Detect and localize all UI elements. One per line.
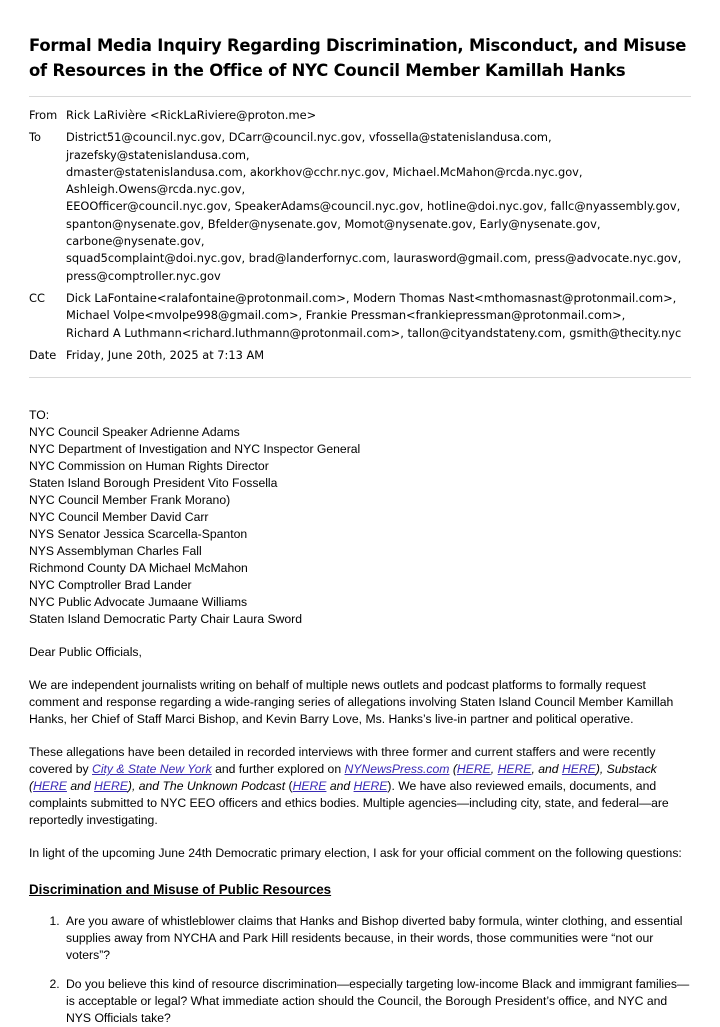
podcast-name: The Unknown Podcast bbox=[162, 779, 286, 794]
recipient-line: Richmond County DA Michael McMahon bbox=[29, 561, 248, 576]
cc-row bbox=[29, 290, 691, 342]
recipient-line: NYC Council Member Frank Morano) bbox=[29, 493, 231, 508]
cc-line[interactable]: Dick LaFontaine<ralafontaine@protonmail.com>, Modern Thomas Nast<mthomasnast@protonmail.com>, bbox=[66, 290, 677, 305]
recipient-line: NYS Assemblyman Charles Fall bbox=[29, 544, 202, 559]
recipient-line: NYC Comptroller Brad Lander bbox=[29, 578, 192, 593]
recipient-line: NYS Senator Jessica Scarcella-Spanton bbox=[29, 527, 248, 542]
city-state-link[interactable]: City & State New York bbox=[92, 762, 212, 777]
email-body bbox=[29, 407, 691, 1027]
text: ( bbox=[285, 779, 293, 794]
text: and further explored on bbox=[211, 762, 345, 777]
text: , bbox=[490, 762, 498, 777]
here-link[interactable]: HERE bbox=[353, 779, 388, 794]
here-link[interactable]: HERE bbox=[456, 762, 491, 777]
to-line[interactable]: EEOOfficer@council.nyc.gov, SpeakerAdams@council.nyc.gov, hotline@doi.nyc.gov, fallc@nyassembly.gov, bbox=[66, 199, 681, 214]
recipient-line: TO: bbox=[29, 408, 50, 423]
to-line[interactable]: press@comptroller.nyc.gov bbox=[66, 268, 221, 283]
question-item: 2. Do you believe this kind of resource discrimination—especially targeting low-income Black and immigrant families—is acceptable or legal? What immediate action should the Council, the Borough President’s office, and NYC and NYS Officials take? bbox=[63, 976, 691, 1027]
cc-value[interactable] bbox=[66, 290, 691, 342]
here-link[interactable]: HERE bbox=[497, 762, 532, 777]
here-link[interactable]: HERE bbox=[292, 779, 327, 794]
question-list bbox=[29, 913, 691, 1027]
to-line[interactable]: District51@council.nyc.gov, DCarr@council.nyc.gov, vfossella@statenislandusa.com, jrazefsky@statenislandusa.com, bbox=[66, 130, 552, 162]
recipient-list bbox=[29, 407, 691, 628]
to-line[interactable]: squad5complaint@doi.nyc.gov, brad@landerfornyc.com, laurasword@gmail.com, press@advocate.nyc.gov, bbox=[66, 251, 682, 266]
cc-label: CC bbox=[29, 290, 45, 305]
text: ( bbox=[449, 762, 457, 777]
here-link[interactable]: HERE bbox=[33, 779, 67, 794]
greeting: Dear Public Officials, bbox=[29, 645, 142, 660]
to-line[interactable]: spanton@nysenate.gov, Bfelder@nysenate.gov, Momot@nysenate.gov, Early@nysenate.gov, carbone@nysenate.gov, bbox=[66, 216, 601, 249]
from-label: From bbox=[29, 108, 58, 122]
header-divider-bottom bbox=[29, 377, 691, 378]
date-value: Friday, June 20th, 2025 at 7:13 AM bbox=[66, 347, 265, 362]
date-row bbox=[29, 347, 691, 364]
here-link[interactable]: HERE bbox=[561, 762, 596, 777]
text: , and bbox=[531, 762, 562, 777]
text: These allegations have been detailed in recorded interviews with three former and current staffers and were recently covered by bbox=[29, 745, 656, 777]
coverage-paragraph bbox=[29, 744, 691, 829]
recipient-line: NYC Council Speaker Adrienne Adams bbox=[29, 425, 240, 440]
recipient-line: NYC Public Advocate Jumaane Williams bbox=[29, 595, 248, 610]
email-subject: Formal Media Inquiry Regarding Discrimination, Misconduct, and Misuse of Resources in the Office of NYC Council Member Kamillah Hanks bbox=[29, 36, 687, 80]
from-row bbox=[29, 107, 691, 124]
cc-line[interactable]: Michael Volpe<mvolpe998@gmail.com>, Frankie Pressman<frankiepressman@protonmail.com>, bbox=[66, 308, 626, 323]
to-line[interactable]: dmaster@statenislandusa.com, akorkhov@cchr.nyc.gov, Michael.McMahon@rcda.nyc.gov, Ashleigh.Owens@rcda.nyc.gov, bbox=[66, 164, 583, 197]
to-value[interactable] bbox=[66, 129, 691, 285]
to-row bbox=[29, 129, 691, 285]
here-link[interactable]: HERE bbox=[94, 779, 128, 794]
nynewspress-link[interactable]: NYNewsPress.com bbox=[344, 762, 450, 777]
date-label: Date bbox=[29, 347, 57, 362]
recipient-line: NYC Department of Investigation and NYC Inspector General bbox=[29, 442, 361, 457]
recipient-line: Staten Island Democratic Party Chair Laura Sword bbox=[29, 612, 302, 627]
intro-paragraph: We are independent journalists writing on behalf of multiple news outlets and podcast platforms to formally request comment and response regarding a wide-ranging series of allegations involving Staten Island Council Member Kamillah Hanks, her Chief of Staff Marci Bishop, and Kevin Barry Love, Ms. Hanks’s live-in partner and political operative. bbox=[29, 678, 674, 727]
from-value[interactable]: Rick LaRivière <RickLaRiviere@proton.me> bbox=[66, 108, 317, 122]
to-label: To bbox=[29, 130, 41, 145]
recipient-line: Staten Island Borough President Vito Fossella bbox=[29, 476, 278, 491]
text: and bbox=[66, 779, 95, 794]
recipient-line: NYC Council Member David Carr bbox=[29, 510, 209, 525]
text: ). We have also reviewed emails, documents, and complaints submitted to NYC EEO officers and ethics bodies. Multiple agencies—including city, state, and federal—are reportedly investigating. bbox=[29, 779, 669, 828]
recipient-line: NYC Commission on Human Rights Director bbox=[29, 459, 269, 474]
request-paragraph: In light of the upcoming June 24th Democratic primary election, I ask for your official comment on the following questions: bbox=[29, 846, 682, 861]
text: and bbox=[326, 779, 354, 794]
question-item: 1. Are you aware of whistleblower claims that Hanks and Bishop diverted baby formula, winter clothing, and essential supplies away from NYCHA and Park Hill residents because, in their words, those communities were “not our voters”? bbox=[63, 913, 691, 964]
text: ), and bbox=[127, 779, 163, 794]
text: ), Substack ( bbox=[29, 762, 657, 794]
cc-line[interactable]: Richard A Luthmann<richard.luthmann@protonmail.com>, tallon@cityandstateny.com, gsmith@thecity.nyc bbox=[66, 325, 682, 340]
section-heading: Discrimination and Misuse of Public Resources bbox=[29, 882, 332, 898]
email-headers bbox=[29, 97, 691, 364]
